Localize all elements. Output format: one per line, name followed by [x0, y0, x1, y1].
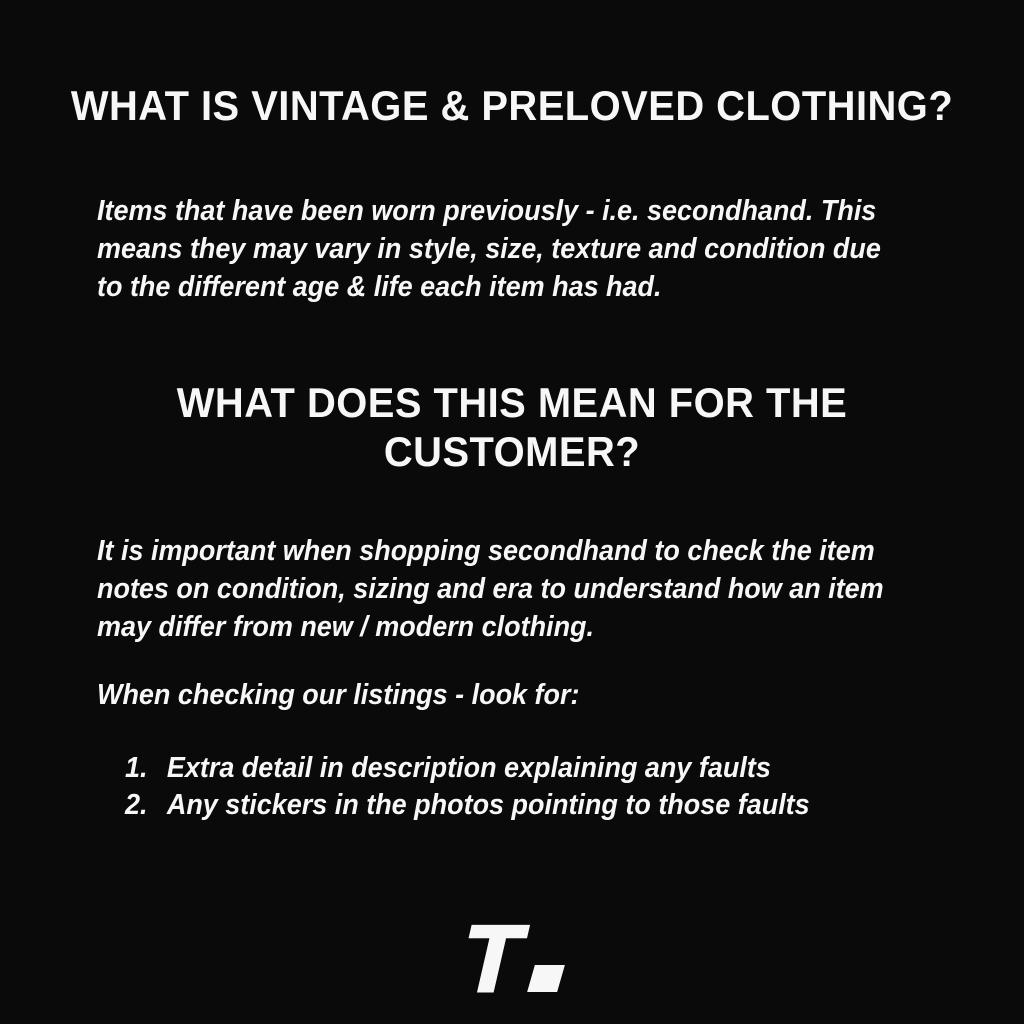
checklist-item-number: 2. — [125, 789, 148, 821]
customer-section-heading — [26, 378, 999, 476]
listings-prompt: When checking our listings - look for: — [97, 679, 580, 711]
subtitle-line-2: CUSTOMER? — [383, 428, 641, 475]
subtitle-line-1: WHAT DOES THIS MEAN FOR THE — [176, 379, 848, 426]
intro-line-3: to the different age & life each item has had. — [97, 271, 662, 303]
checklist-item — [125, 750, 810, 787]
logo-period-mark — [527, 965, 565, 992]
checklist-item — [125, 787, 810, 824]
page-title: WHAT IS VINTAGE & PRELOVED CLOTHING? — [70, 82, 954, 129]
customer-line-3: may differ from new / modern clothing. — [97, 611, 595, 643]
intro-line-1: Items that have been worn previously - i.e. secondhand. This — [97, 195, 877, 227]
customer-paragraph — [97, 532, 884, 646]
brand-logo — [0, 906, 1024, 1011]
logo-letter-t: T — [461, 906, 523, 1011]
checklist-item-number: 1. — [125, 752, 148, 784]
customer-line-1: It is important when shopping secondhand to check the item — [97, 535, 875, 567]
checklist-item-text: Extra detail in description explaining any faults — [166, 752, 771, 784]
checklist-item-text: Any stickers in the photos pointing to those faults — [166, 789, 810, 821]
intro-line-2: means they may vary in style, size, texture and condition due — [97, 233, 881, 265]
customer-line-2: notes on condition, sizing and era to understand how an item — [97, 573, 884, 605]
faults-checklist — [125, 750, 810, 824]
intro-paragraph — [97, 192, 881, 306]
